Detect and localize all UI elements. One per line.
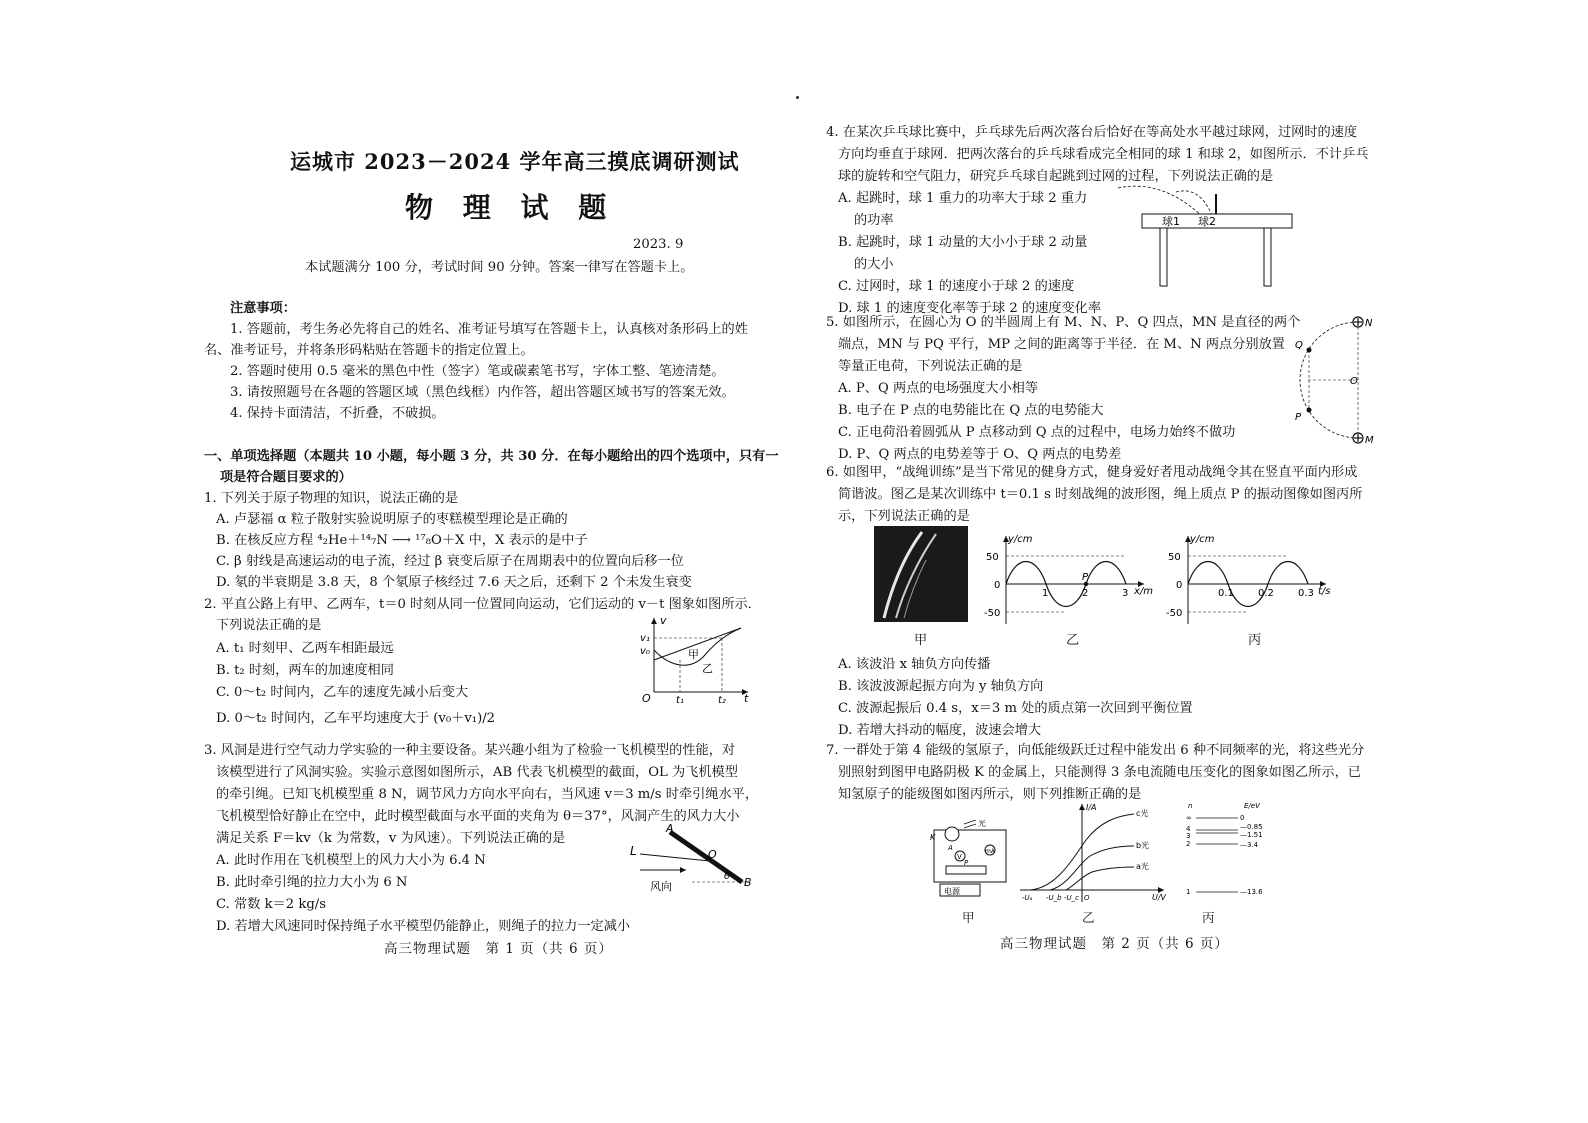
q7-a-curve-label: a光 (1136, 862, 1149, 871)
q4-table-graph (1116, 180, 1296, 290)
page-1-footer: 高三物理试题 第 1 页（共 6 页） (384, 941, 613, 957)
q4-ball1-label: 球1 (1162, 215, 1180, 228)
q5-m-label: M (1365, 435, 1374, 446)
q3-stem: 该模型进行了风洞实验。实验示意图如图所示，AB 代表飞机模型的截面，OL 为飞机模型 (216, 765, 738, 780)
q4-table-leg-left (1160, 228, 1167, 286)
q6-wave-graph (984, 530, 1154, 626)
q7-n-1: 1 (1186, 888, 1191, 896)
q2-option-b: B. t₂ 时刻，两车的加速度相同 (216, 663, 394, 678)
q7-e-4: —0.85 (1240, 823, 1263, 831)
q6-option-d: D. 若增大抖动的幅度，波速会增大 (838, 723, 1042, 738)
q5-stem: 5. 如图所示，在圆心为 O 的半圆周上有 M、N、P、Q 四点，MN 是直径的两个 (826, 315, 1301, 330)
q2-stem: 下列说法正确的是 (216, 618, 322, 633)
exam-date: 2023. 9 (633, 237, 684, 252)
q2-v1-label: v₁ (640, 633, 650, 644)
q7-o-label: O (1084, 894, 1090, 902)
note-line: 2. 答题时使用 0.5 毫米的黑色中性（签字）笔或碳素笔书写，字体工整、笔迹清楚。 (230, 364, 725, 379)
q3-airfoil-ab (670, 832, 742, 882)
q6-stem: 6. 如图甲，“战绳训练”是当下常见的健身方式，健身爱好者甩动战绳令其在竖直平面内形成 (826, 465, 1358, 480)
q6-yi-ylabel: y/cm (1008, 534, 1033, 545)
q1-stem: 1. 下列关于原子物理的知识，说法正确的是 (204, 491, 459, 506)
q2-vt-graph (636, 614, 756, 704)
q7-e-3: —1.51 (1240, 831, 1263, 839)
q7-stem: 知氢原子的能级图如图丙所示，则下列推断正确的是 (838, 787, 1142, 802)
q6-yi-x2: 2 (1082, 588, 1089, 599)
q7-label-jia: 甲 (962, 910, 975, 925)
q2-t2-label: t₂ (718, 695, 726, 704)
q5-p-label: P (1295, 412, 1302, 423)
q5-semicircle-graph (1286, 312, 1376, 450)
q6-yi-x3: 3 (1122, 588, 1129, 599)
q4-ball2-label: 球2 (1198, 215, 1216, 228)
q2-origin-label: O (642, 692, 651, 704)
q4-option-a: A. 起跳时，球 1 重力的功率大于球 2 重力 (838, 191, 1088, 206)
q7-c-label: c光 (1136, 809, 1149, 818)
q6-yi-p-label: P (1082, 572, 1089, 583)
q1-option-a: A. 卢瑟福 α 粒子散射实验说明原子的枣糕模型理论是正确的 (216, 512, 568, 527)
q4-stem: 球的旋转和空气阻力，研究乒乓球自起跳到过网的过程，下列说法正确的是 (838, 169, 1274, 184)
q4-stem: 4. 在某次乒乓球比赛中，乒乓球先后两次落台后恰好在等高处水平越过球网，过网时的速度 (826, 125, 1358, 140)
q4-option-a-cont: 的功率 (854, 213, 894, 228)
q7-p-label: P (964, 859, 969, 867)
q7-ua-label: -Uₐ (1022, 894, 1033, 902)
q1-option-c: C. β 射线是高速运动的电子流，经过 β 衰变后原子在周期表中的位置向后移一位 (216, 554, 684, 569)
q7-iu-graph (1016, 800, 1166, 906)
q6-battle-rope-photo (874, 526, 968, 622)
q3-l-label: L (630, 844, 637, 858)
q5-n-label: N (1365, 318, 1373, 329)
q5-option-c: C. 正电荷沿着圆弧从 P 点移动到 Q 点的过程中，电场力始终不做功 (838, 425, 1236, 440)
q7-n-label: n (1188, 802, 1193, 810)
q6-bing-ylabel: y/cm (1190, 534, 1215, 545)
q3-stem: 满足关系 F＝kv（k 为常数，v 为风速）。下列说法正确的是 (216, 831, 566, 846)
q3-stem: 3. 风洞是进行空气动力学实验的一种主要设备。某兴趣小组为了检验一飞机模型的性能，对 (204, 743, 736, 758)
q6-bing-t2: 0.2 (1258, 588, 1274, 599)
q6-yi-x1: 1 (1042, 588, 1049, 599)
q7-n-2: 2 (1186, 840, 1191, 848)
q3-o-label: O (708, 848, 717, 861)
q7-e-1: —13.6 (1240, 888, 1263, 896)
exam-title: 运城市 2023－2024 学年高三摸底调研测试 (290, 149, 740, 174)
q5-point-p (1307, 408, 1312, 413)
exam-intro: 本试题满分 100 分，考试时间 90 分钟。答案一律写在答题卡上。 (305, 260, 694, 275)
q6-vibration-graph (1166, 530, 1336, 626)
q4-option-b: B. 起跳时，球 1 动量的大小小于球 2 动量 (838, 235, 1088, 250)
q2-v0-label: v₀ (640, 646, 650, 657)
q7-b-label: b光 (1136, 841, 1150, 850)
q7-u-label: U/V (1152, 893, 1166, 902)
q3-stem: 飞机模型恰好静止在空中，此时模型截面与水平面的夹角为 θ＝37°，风洞产生的风力大小 (216, 809, 740, 824)
q5-option-a: A. P、Q 两点的电场强度大小相等 (838, 381, 1039, 396)
q6-yi-yn50: -50 (984, 608, 1001, 619)
q3-a-label: A (666, 822, 674, 835)
q7-circuit-diagram (926, 820, 1022, 902)
q3-wind-tunnel-graph (622, 822, 762, 894)
q6-bing-y0: 0 (1176, 580, 1183, 591)
q7-energy-level-diagram (1182, 800, 1278, 902)
q6-option-a: A. 该波沿 x 轴负方向传播 (838, 657, 991, 672)
q2-t1-label: t₁ (676, 695, 684, 704)
q5-stem: 等量正电荷，下列说法正确的是 (838, 359, 1023, 374)
notes-heading: 注意事项： (230, 301, 296, 316)
q6-bing-t3: 0.3 (1298, 588, 1314, 599)
q3-option-b: B. 此时牵引绳的拉力大小为 6 N (216, 875, 408, 890)
q7-i-label: I/A (1086, 803, 1097, 812)
q4-option-d: D. 球 1 的速度变化率等于球 2 的速度变化率 (838, 301, 1102, 316)
q6-label-jia: 甲 (914, 633, 928, 648)
q3-b-label: B (744, 876, 752, 889)
q6-bing-t1: 0.1 (1218, 588, 1234, 599)
note-line: 名、准考证号，并将条形码粘贴在答题卡的指定位置上。 (204, 343, 534, 358)
q3-theta-label: θ (724, 871, 731, 882)
q7-stem: 别照射到图甲电路阴极 K 的金属上，只能测得 3 条电流随电压变化的图象如图乙所示，已 (838, 765, 1361, 780)
q7-stem: 7. 一群处于第 4 能级的氢原子，向低能级跃迁过程中能发出 6 种不同频率的光，将这些光分 (826, 743, 1365, 758)
note-line: 4. 保持卡面清洁，不折叠，不破损。 (230, 406, 445, 421)
q3-option-c: C. 常数 k＝2 kg/s (216, 897, 326, 912)
page-2-footer: 高三物理试题 第 2 页（共 6 页） (1000, 936, 1229, 952)
section-heading: 一、单项选择题（本题共 10 小题，每小题 3 分，共 30 分．在每小题给出的四个选项中，只有一 (204, 449, 779, 464)
q5-o-label: O (1350, 376, 1358, 387)
q7-rheostat (946, 866, 986, 874)
q7-label-bing: 丙 (1202, 910, 1215, 925)
q2-option-a: A. t₁ 时刻甲、乙两车相距最远 (216, 641, 394, 656)
q7-e-inf: 0 (1240, 814, 1245, 822)
scan-speck (796, 96, 799, 99)
q4-stem: 方向均垂直于球网．把两次落台的乒乓球看成完全相同的球 1 和球 2，如图所示．不计乒乓 (838, 147, 1369, 162)
q3-option-a: A. 此时作用在飞机模型上的风力大小为 6.4 N (216, 853, 486, 868)
q4-option-c: C. 过网时，球 1 的速度小于球 2 的速度 (838, 279, 1075, 294)
subject-title: 物 理 试 题 (405, 191, 617, 224)
q5-q-label: Q (1295, 340, 1303, 351)
q2-option-d: D. 0～t₂ 时间内，乙车平均速度大于 (v₀＋v₁)/2 (216, 711, 496, 726)
q7-n-4: 4 (1186, 825, 1191, 833)
q2-v-arrow (651, 618, 657, 624)
q7-e-label: E/eV (1244, 802, 1260, 810)
q7-phototube (945, 827, 959, 841)
q7-label-yi: 乙 (1082, 910, 1095, 925)
q7-ma-label: mA (985, 848, 995, 855)
q3-wind-arrowhead (680, 867, 686, 873)
q7-k-label: K (930, 833, 936, 842)
q5-option-b: B. 电子在 P 点的电势能比在 Q 点的电势能大 (838, 403, 1104, 418)
note-line: 1. 答题前，考生务必先将自己的姓名、准考证号填写在答题卡上，认真核对条形码上的姓 (230, 322, 748, 337)
q7-e-2: —3.4 (1240, 841, 1259, 849)
q6-yi-xlabel: x/m (1134, 586, 1154, 597)
q2-t-label: t (744, 692, 749, 704)
q6-yi-y50: 50 (986, 552, 999, 563)
q7-a-label: A (948, 844, 953, 852)
q4-table-leg-right (1264, 228, 1271, 286)
q6-option-c: C. 波源起振后 0.4 s，x＝3 m 处的质点第一次回到平衡位置 (838, 701, 1193, 716)
q3-stem: 的牵引绳。已知飞机模型重 8 N，调节风力方向水平向右，当风速 v＝3 m/s 时牵引绳水平， (216, 787, 759, 802)
q7-v-label: V (957, 853, 962, 861)
exam-page-2 (794, 0, 1588, 1123)
q2-jia-label: 甲 (688, 648, 699, 661)
q6-option-b: B. 该波波源起振方向为 y 轴负方向 (838, 679, 1044, 694)
q2-v-label: v (660, 614, 667, 627)
q2-yi-label: 乙 (702, 662, 713, 675)
q1-option-b: B. 在核反应方程 ⁴₂He＋¹⁴₇N ⟶ ¹⁷₈O＋X 中，X 表示的是中子 (216, 533, 588, 548)
section-heading: 项是符合题目要求的） (220, 470, 352, 485)
q4-option-b-cont: 的大小 (854, 257, 894, 272)
note-line: 3. 请按照题号在各题的答题区域（黑色线框）内作答，超出答题区域书写的答案无效。 (230, 385, 735, 400)
q6-label-bing: 丙 (1248, 633, 1262, 648)
q7-n-inf: ∞ (1186, 814, 1192, 822)
q6-stem: 示，下列说法正确的是 (838, 509, 970, 524)
q6-yi-y0: 0 (994, 580, 1001, 591)
q6-bing-xlabel: t/s (1318, 586, 1331, 597)
q7-source-label: 电源 (944, 887, 960, 896)
q7-curve-b (1050, 846, 1134, 890)
q5-point-q (1307, 348, 1312, 353)
q5-stem: 端点，MN 与 PQ 平行，MP 之间的距离等于半径．在 M、N 两点分别放置 (838, 337, 1285, 352)
q7-light-label: 光 (978, 820, 986, 828)
q7-ub-label: -U_b (1046, 894, 1062, 902)
q6-stem: 简谐波。图乙是某次训练中 t＝0.1 s 时刻战绳的波形图，绳上质点 P 的振动图像如图丙所 (838, 487, 1363, 502)
q6-bing-yn50: -50 (1166, 608, 1183, 619)
q5-option-d: D. P、Q 两点的电势差等于 O、Q 两点的电势差 (838, 447, 1122, 462)
q7-n-3: 3 (1186, 832, 1191, 840)
q3-wind-label: 风向 (650, 880, 672, 893)
q6-label-yi: 乙 (1066, 633, 1080, 648)
q1-option-d: D. 氡的半衰期是 3.8 天，8 个氡原子核经过 7.6 天之后，还剩下 2 个未发生衰变 (216, 575, 692, 590)
q2-stem: 2. 平直公路上有甲、乙两车，t＝0 时刻从同一位置同向运动，它们运动的 v－t 图象如图所示． (204, 597, 761, 612)
q2-option-c: C. 0～t₂ 时间内，乙车的速度先减小后变大 (216, 685, 469, 700)
q6-bing-y50: 50 (1168, 552, 1181, 563)
q3-option-d: D. 若增大风速同时保持绳子水平模型仍能静止，则绳子的拉力一定减小 (216, 919, 631, 934)
q7-uc-label: -U_c (1064, 894, 1079, 902)
